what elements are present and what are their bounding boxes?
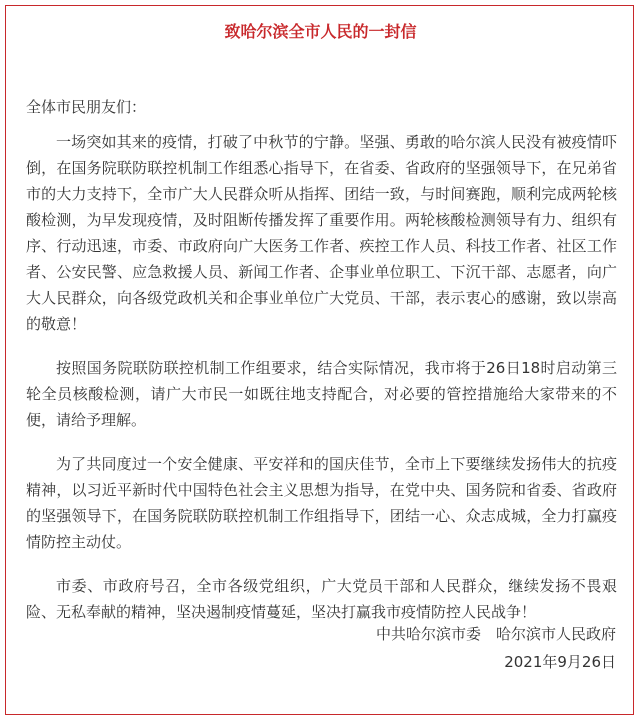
signature-date: 2021年9月26日 bbox=[504, 653, 616, 671]
letter-paragraph: 按照国务院联防联控机制工作组要求，结合实际情况，我市将于26日18时启动第三轮全员核酸检测，请广大市民一如既往地支持配合，对必要的管控措施给大家带来的不便，请给予理解。 bbox=[26, 359, 617, 429]
letter-paragraph: 为了共同度过一个安全健康、平安祥和的国庆佳节，全市上下要继续发扬伟大的抗疫精神，以习近平新时代中国特色社会主义思想为指导，在党中央、国务院和省委、省政府的坚强领导下，在国务院联防联控机制工作组指导下，团结一心、众志成城，全力打赢疫情防控主动仗。 bbox=[26, 455, 617, 551]
signature-issuers: 中共哈尔滨市委 哈尔滨市人民政府 bbox=[375, 625, 616, 643]
letter-salutation: 全体市民朋友们： bbox=[26, 98, 147, 116]
letter-paragraph: 一场突如其来的疫情，打破了中秋节的宁静。坚强、勇敢的哈尔滨人民没有被疫情吓倒，在国务院联防联控机制工作组悉心指导下，在省委、省政府的坚强领导下，在兄弟省市的大力支持下，全市广大人民群众听从指挥、团结一致，与时间赛跑，顺利完成两轮核酸检测，为早发现疫情，及时阻断传播发挥了重要作用。两轮核酸检测领导有力、组织有序、行动迅速，市委、市政府向广大医务工作者、疾控工作人员、科技工作者、社区工作者、公安民警、应急救援人员、新闻工作者、企事业单位职工、下沉干部、志愿者，向广大人民群众，向各级党政机关和企事业单位广大党员、干部，表示衷心的感谢，致以崇高的敬意！ bbox=[26, 133, 617, 333]
letter-paragraph: 市委、市政府号召，全市各级党组织，广大党员干部和人民群众，继续发扬不畏艰险、无私奉献的精神，坚决遏制疫情蔓延，坚决打赢我市疫情防控人民战争！ bbox=[26, 577, 617, 621]
letter-body bbox=[26, 94, 617, 643]
letter-signature bbox=[376, 620, 616, 676]
letter-title: 致哈尔滨全市人民的一封信 bbox=[224, 22, 417, 41]
